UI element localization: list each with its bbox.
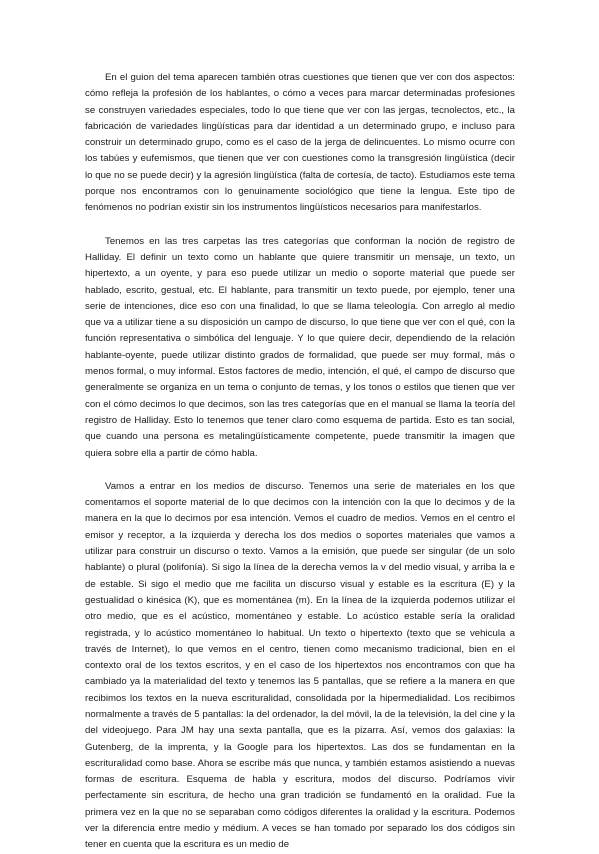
paragraph-1: En el guion del tema aparecen también otras cuestiones que tienen que ver con dos aspectos: cómo refleja la profesión de los hablantes, o cómo a veces para marcar determinadas profesiones se construyen variedades especiales, todo lo que tiene que ver con las jergas, tecnolectos, etc., la fabricación de variedades lingüísticas para dar identidad a un determinado grupo, e incluso para construir un determinado grupo, como es el caso de la jerga de delincuentes. Lo mismo ocurre con los tabúes y eufemismos, que tienen que ver con cuestiones como la transgresión lingüística (decir lo que no se puede decir) y la agresión lingüística (falta de cortesía, de tacto). Estudiamos este tema porque nos encontramos con lo genuinamente sociológico que tiene la lengua. Este tipo de fenómenos no podrían existir sin los instrumentos lingüísticos necesarios para manifestarlos. [85, 72, 515, 214]
paragraph-2: Tenemos en las tres carpetas las tres categorías que conforman la noción de registro de Halliday. El definir un texto como un hablante que quiere transmitir un mensaje, un texto, un hipertexto, a un oyente, y para eso puede utilizar un medio o soporte material que puede ser hablado, escrito, gestual, etc. El hablante, para transmitir un texto puede, por ejemplo, tener una serie de intenciones, dice eso con una finalidad, lo que se llama teleología. Con arreglo al medio que va a utilizar tiene a su disposición un campo de discurso, lo que tiene que ver con el qué, con la función representativa o simbólica del lenguaje. Y lo que quiere decir, dependiendo de la relación hablante-oyente, puede utilizar distinto grados de formalidad, que puede ser muy formal, más o menos formal, o muy informal. Estos factores de medio, intención, el qué, el campo de discurso que generalmente se organiza en un tema o conjunto de temas, y los tonos o estilos que tienen que ver con el cómo decimos lo que decimos, son las tres categorías que en el manual se llama la teoría del registro de Halliday. Esto lo tenemos que tener claro como esquema de partida. Esto es tan social, que cuando una persona es metalingüísticamente competente, puede transmitir la imagen que quiera sobre ella a partir de cómo habla. [85, 235, 515, 459]
paragraph-3: Vamos a entrar en los medios de discurso. Tenemos una serie de materiales en los que comentamos el soporte material de lo que decimos con la intención con la que lo decimos y de la manera en la que lo decimos por esa intención. Vemos el cuadro de medios. Vemos en el centro el emisor y receptor, a la izquierda y derecha los dos medios o soportes materiales que vamos a utilizar para construir un discurso o texto. Vamos a la emisión, que puede ser singular (de un solo hablante) o plural (polifonía). Si sigo la línea de la derecha vemos la v del medio visual, y arriba la e de estable. Si sigo el medio que me facilita un discurso visual y estable es la escritura (E) y la gestualidad o kinésica (K), que es momentánea (m). En la línea de la izquierda podemos utilizar el otro medio, que es el acústico, momentáneo y estable. Lo acústico estable sería la oralidad registrada, y lo acústico momentáneo lo habitual. Un texto o hipertexto (texto que se vehicula a través de Internet), lo que vemos en el centro, tienen como mecanismo tradicional, bien en el contexto oral de los textos escritos, y en el caso de los hipertextos nos encontramos con que ha cambiado ya la materialidad del texto y tenemos las 5 pantallas, que se refiere a la manera en que recibimos los textos en la nueva escrituralidad, consolidada por la hipermedialidad. Los recibimos normalmente a través de 5 pantallas: la del ordenador, la del móvil, la de la televisión, la del cine y la del videojuego. Para JM hay una sexta pantalla, que es la pizarra. Así, vemos dos galaxias: la Gutenberg, de la imprenta, y la Google para los hipertextos. Las dos se fundamentan en la escrituralidad como base. Ahora se escribe más que nunca, y también estamos asistiendo a nuevas formas de escritura. Esquema de habla y escritura, modos del discurso. Podríamos vivir perfectamente sin escritura, de hecho una gran tradición se fundamentó en la oralidad. Fue la primera vez en la que no se separaban como códigos diferentes la oralidad y la escritura. Podemos ver la diferencia entre medio y médium. A veces se han tomado por separado los dos códigos sin tener en cuenta que la escritura es un medio de [85, 480, 515, 851]
